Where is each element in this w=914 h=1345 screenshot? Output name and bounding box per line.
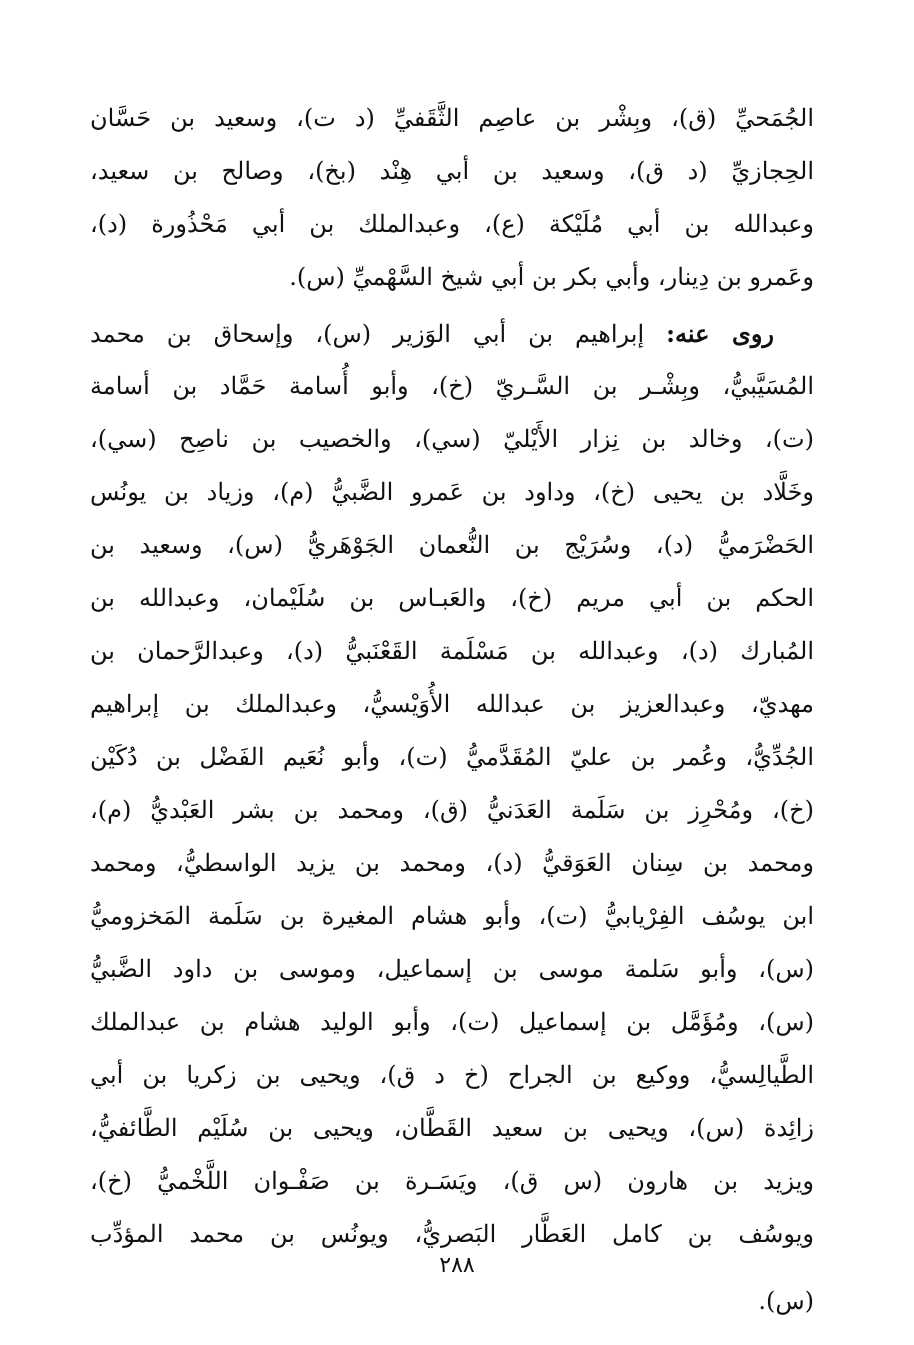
text-line: الطَّيالِسيُّ، ووكيع بن الجراح (خ د ق)، ويحيى بن زكريا بن أبي: [90, 1061, 814, 1089]
text-line: الحكم بن أبي مريم (خ)، والعَبـاس بن سُلَيْمان، وعبدالله بن: [90, 584, 814, 612]
text-line: الجُمَحيِّ (ق)، وبِشْر بن عاصِم الثَّقَفيِّ (د ت)، وسعيد بن حَسَّان: [90, 104, 814, 132]
text-line: ومحمد بن سِنان العَوَقيُّ (د)، ومحمد بن يزيد الواسطيُّ، ومحمد: [90, 849, 814, 877]
text-line: مهديّ، وعبدالعزيز بن عبدالله الأُوَيْسيُّ، وعبدالملك بن إبراهيم: [90, 690, 814, 718]
text-line: (س)، وأبو سَلمة موسى بن إسماعيل، وموسى بن داود الضَّبيُّ: [90, 955, 814, 983]
text-line: ابن يوسُف الفِرْيابيُّ (ت)، وأبو هشام المغيرة بن سَلَمة المَخزوميُّ: [90, 902, 814, 930]
text-line: الحِجازيِّ (د ق)، وسعيد بن أبي هِنْد (بخ)، وصالح بن سعيد،: [90, 157, 814, 185]
text-line-rest: إبراهيم بن أبي الوَزير (س)، وإسحاق بن محمد: [90, 320, 645, 348]
text-line: المُسَيَّبيُّ، وبِشْـر بن السَّـريّ (خ)، وأبو أُسامة حَمَّاد بن أسامة: [90, 372, 814, 400]
text-line: (خ)، ومُحْرِز بن سَلَمة العَدَنيُّ (ق)، ومحمد بن بشر العَبْديُّ (م)،: [90, 796, 814, 824]
text-line: (س).: [758, 1287, 814, 1315]
text-line: زائِدة (س)، ويحيى بن سعيد القَطَّان، ويحيى بن سُلَيْم الطَّائفيُّ،: [90, 1114, 814, 1142]
text-line: وخَلَّاد بن يحيى (خ)، وداود بن عَمرو الضَّبيُّ (م)، وزياد بن يونُس: [90, 478, 814, 506]
text-line: [90, 307, 814, 360]
text-line: وعبدالله بن أبي مُلَيْكة (ع)، وعبدالملك بن أبي مَحْذُورة (د)،: [90, 210, 814, 238]
section-heading: روى عنه:: [666, 319, 775, 348]
text-line: المُبارك (د)، وعبدالله بن مَسْلَمة القَعْنَبيُّ (د)، وعبدالرَّحمان بن: [90, 637, 814, 665]
text-line: وعَمرو بن دِينار، وأبي بكر بن أبي شيخ السَّهْميِّ (س).: [289, 263, 814, 291]
text-line: (س)، ومُؤَمَّل بن إسماعيل (ت)، وأبو الوليد هشام بن عبدالملك: [90, 1008, 814, 1036]
paragraph-teachers: [90, 92, 814, 304]
paragraph-students: [90, 307, 814, 1328]
text-line: ويوسُف بن كامل العَطَّار البَصريُّ، ويونُس بن محمد المؤدِّب: [90, 1220, 814, 1248]
text-line: الجُدِّيُّ، وعُمر بن عليّ المُقَدَّميُّ (ت)، وأبو نُعَيم الفَضْل بن دُكَيْن: [90, 743, 814, 771]
page-number: ٢٨٨: [439, 1253, 475, 1278]
text-line: (ت)، وخالد بن نِزار الأَيْليّ (سي)، والخصيب بن ناصِح (سي)،: [90, 425, 814, 453]
text-line: الحَضْرَميُّ (د)، وسُرَيْج بن النُّعمان الجَوْهَريُّ (س)، وسعيد بن: [90, 531, 814, 559]
text-line: ويزيد بن هارون (س ق)، ويَسَـرة بن صَفْـوان اللَّخْميُّ (خ)،: [90, 1167, 814, 1195]
